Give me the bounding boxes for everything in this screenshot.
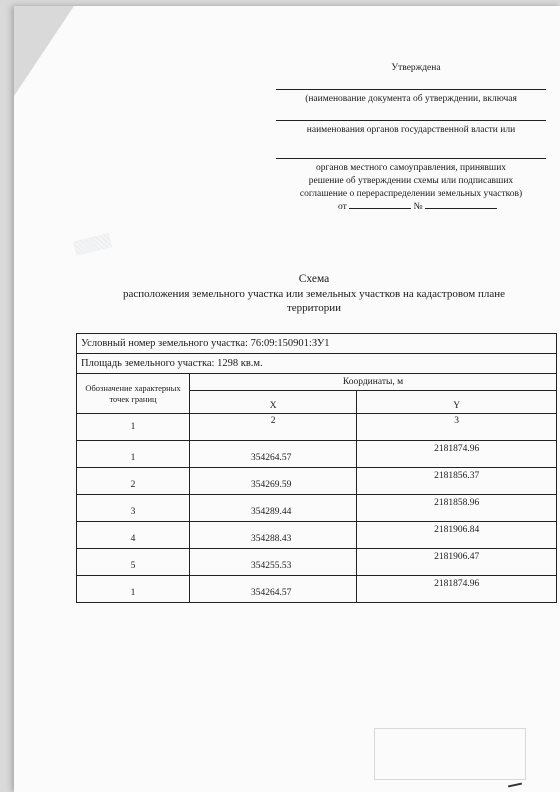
- approval-caption-1: (наименование документа об утверждении, включая: [305, 93, 517, 104]
- y-cell: 2181874.96: [357, 441, 557, 468]
- header-coordinates: Координаты, м: [190, 374, 557, 391]
- x-cell: 354255.53: [190, 549, 357, 576]
- date-number-line: [276, 201, 546, 214]
- table-row: [77, 468, 557, 495]
- index-cell-1: 1: [77, 414, 190, 441]
- point-cell: 5: [77, 549, 190, 576]
- approved-label: Утверждена: [391, 63, 441, 73]
- point-cell: 1: [77, 441, 190, 468]
- y-cell: 2181906.47: [357, 549, 557, 576]
- table-row: [77, 576, 557, 603]
- number-blank: [425, 208, 497, 209]
- approval-rule: [276, 120, 546, 121]
- document-page: [14, 6, 560, 792]
- coordinates-table: [76, 333, 557, 603]
- cadastral-number: Условный номер земельного участка: 76:09:150901:ЗУ1: [77, 334, 557, 354]
- x-cell: 354264.57: [190, 576, 357, 603]
- from-label: от: [338, 201, 347, 212]
- approval-rule: [276, 158, 546, 159]
- table-row: [77, 522, 557, 549]
- approval-caption-4: решение об утверждении схемы или подписавших: [308, 176, 514, 187]
- number-label: №: [413, 201, 423, 212]
- y-cell: 2181858.96: [357, 495, 557, 522]
- scheme-title: Схема: [298, 273, 330, 285]
- x-cell: 354269.59: [190, 468, 357, 495]
- approval-block: [276, 62, 546, 214]
- scheme-subtitle-line-2: территории: [286, 302, 341, 315]
- x-cell: 354289.44: [190, 495, 357, 522]
- scheme-heading: [84, 272, 544, 316]
- approval-caption-3: органов местного самоуправления, принявших: [315, 163, 507, 174]
- x-cell: 354264.57: [190, 441, 357, 468]
- table-row: [77, 495, 557, 522]
- folded-corner: [14, 6, 74, 96]
- header-points: Обозначение характерных точек границ: [77, 374, 190, 414]
- page-mark: [508, 783, 522, 788]
- point-cell: 2: [77, 468, 190, 495]
- header-x: X: [190, 391, 357, 414]
- y-cell: 2181906.84: [357, 522, 557, 549]
- bleed-through-stamp: [374, 728, 526, 780]
- approval-caption-2: наименования органов государственной власти или: [306, 124, 516, 135]
- x-cell: 354288.43: [190, 522, 357, 549]
- scheme-subtitle-line-1: расположения земельного участка или земельных участков на кадастровом плане: [123, 287, 505, 300]
- y-cell: 2181874.96: [357, 576, 557, 603]
- area-value: Площадь земельного участка: 1298 кв.м.: [77, 354, 557, 374]
- index-cell-3: 3: [357, 414, 557, 441]
- approval-rule: [276, 89, 546, 90]
- table-row: [77, 549, 557, 576]
- approval-caption-5: соглашение о перераспределении земельных участков): [299, 189, 523, 200]
- index-cell-2: 2: [190, 414, 357, 441]
- point-cell: 4: [77, 522, 190, 549]
- point-cell: 3: [77, 495, 190, 522]
- date-blank: [349, 208, 411, 209]
- y-cell: 2181856.37: [357, 468, 557, 495]
- point-cell: 1: [77, 576, 190, 603]
- header-y: Y: [357, 391, 557, 414]
- table-row: [77, 441, 557, 468]
- bleed-through-text: ▒▒▒▒: [72, 231, 113, 256]
